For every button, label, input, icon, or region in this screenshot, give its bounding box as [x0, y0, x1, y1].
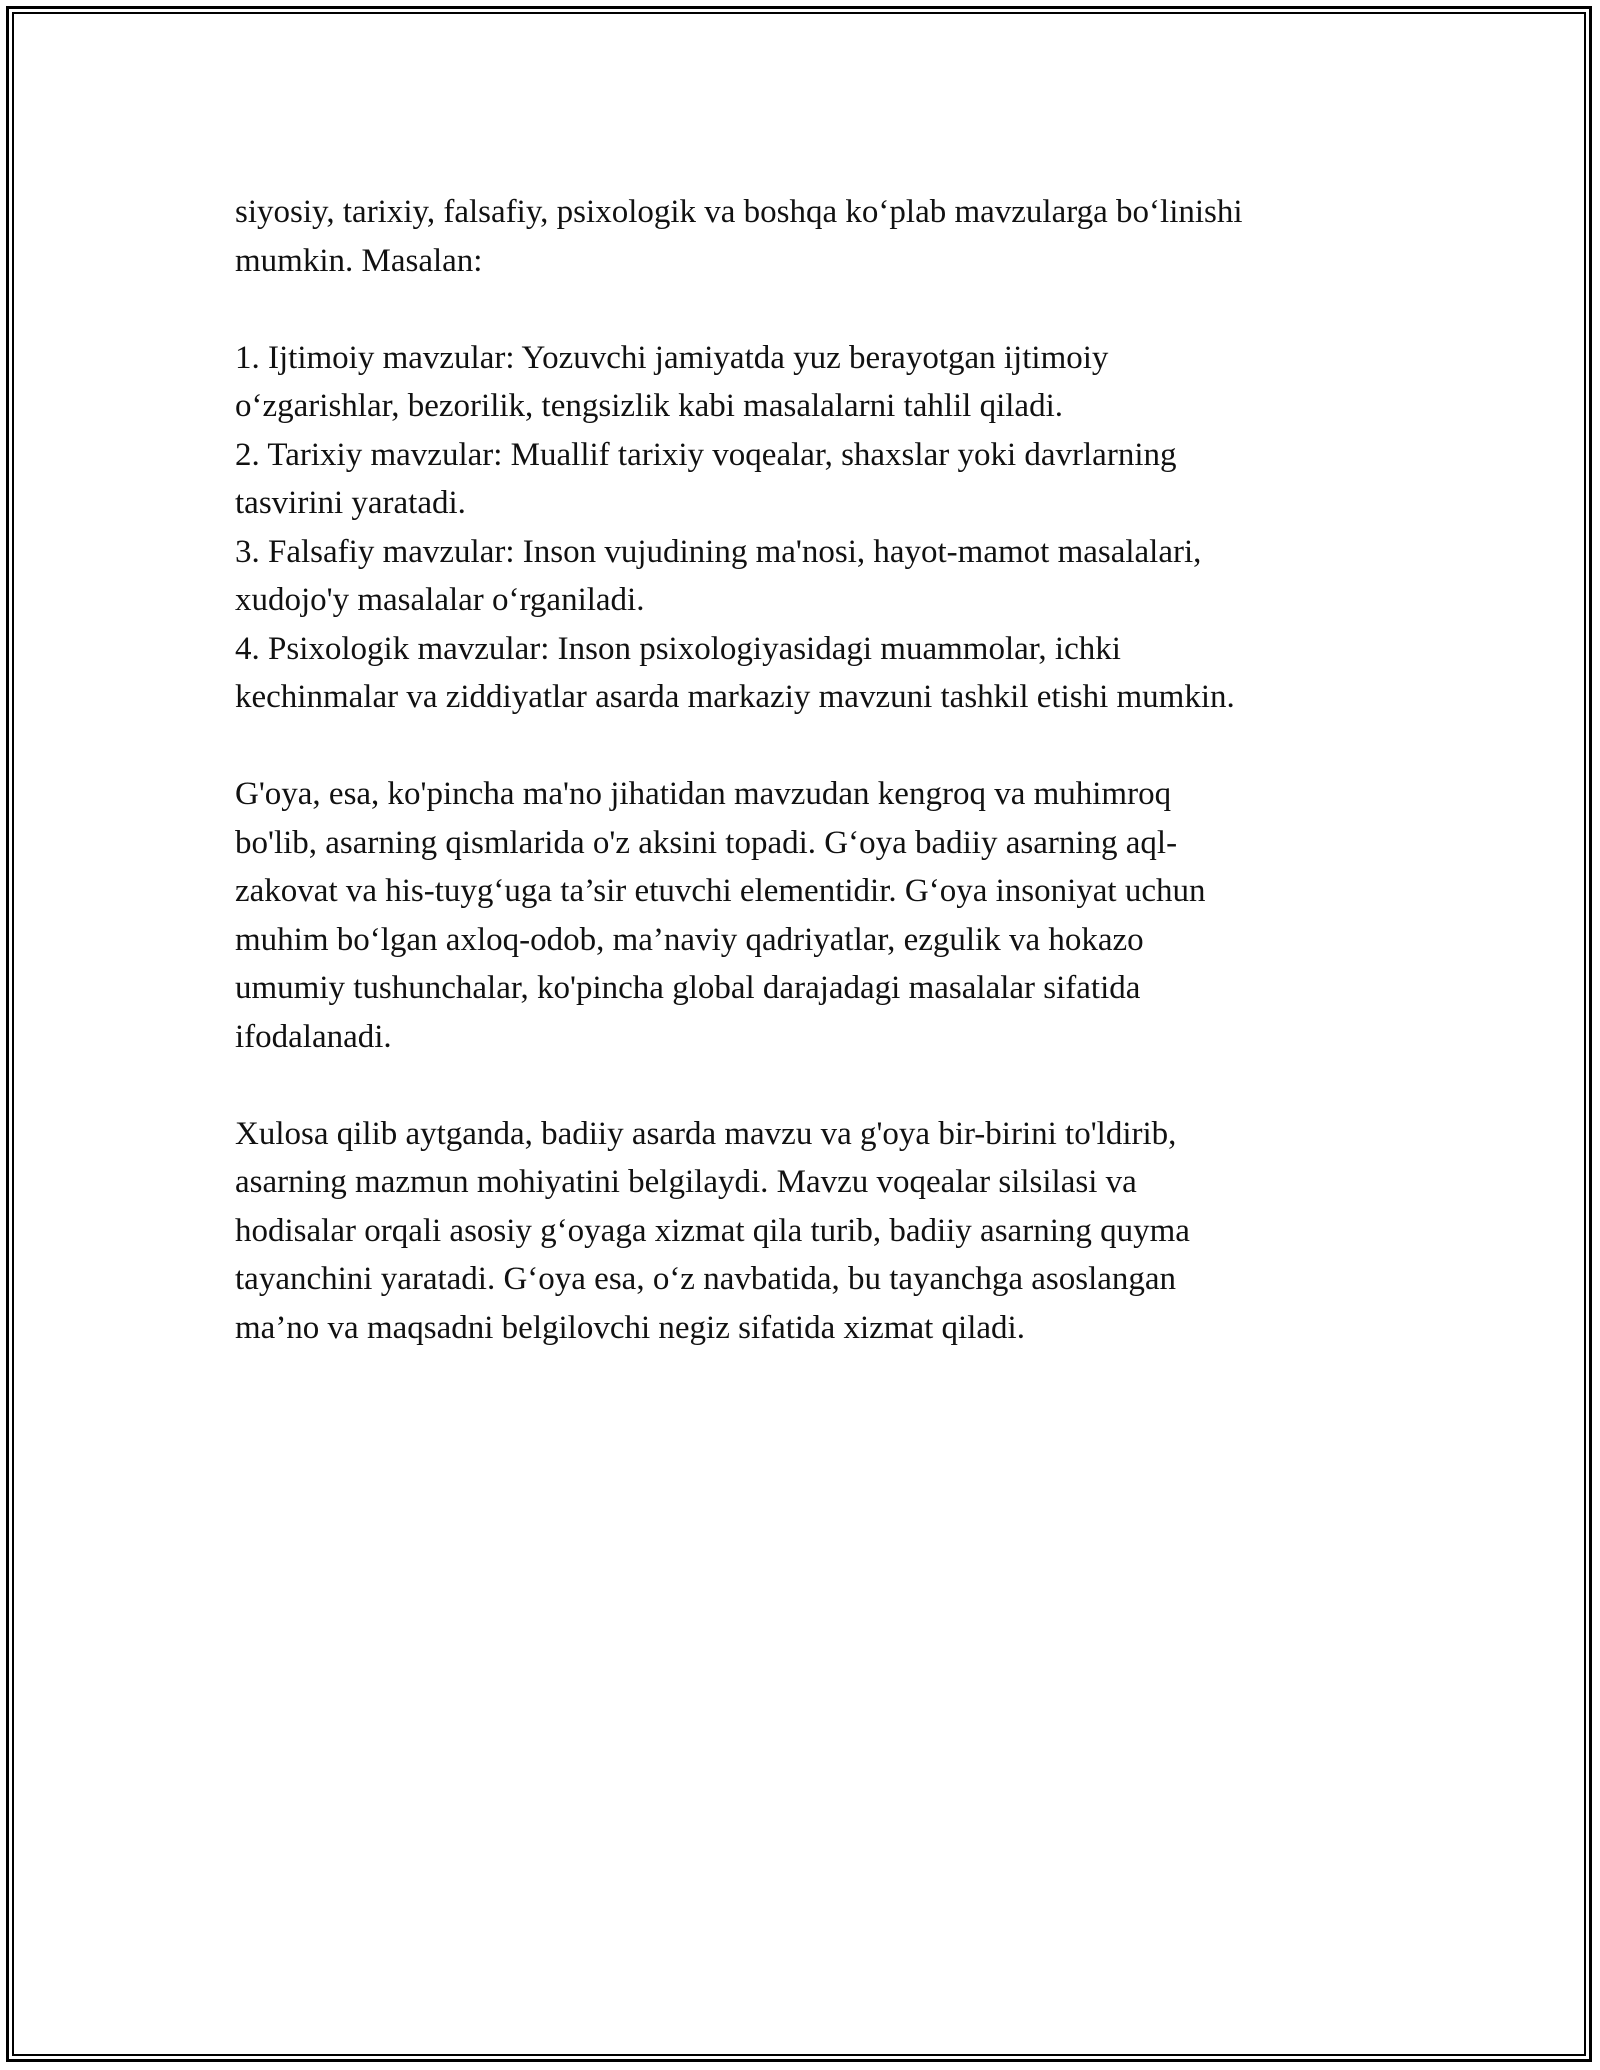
- text-line: Xulosa qilib aytganda, badiiy asarda mavzu va g'oya bir-birini to'ldirib,: [235, 1115, 1177, 1152]
- text-line: asarning mazmun mohiyatini belgilaydi. Mavzu voqealar silsilasi va: [235, 1164, 1137, 1200]
- paragraph-spacer: [235, 722, 1385, 771]
- topics-list: [235, 334, 1385, 722]
- list-line: o‘zgarishlar, bezorilik, tengsizlik kabi masalalarni tahlil qiladi.: [235, 388, 1063, 424]
- paragraph-spacer: [235, 285, 1385, 334]
- text-line: mumkin. Masalan:: [235, 242, 483, 279]
- text-line: bo'lib, asarning qismlarida o'z aksini topadi. G‘oya badiiy asarning aql-: [235, 824, 1178, 861]
- list-line: 1. Ijtimoiy mavzular: Yozuvchi jamiyatda yuz berayotgan ijtimoiy: [235, 339, 1109, 376]
- text-line: ifodalanadi.: [235, 1018, 392, 1055]
- list-line: 3. Falsafiy mavzular: Inson vujudining ma'nosi, hayot-mamot masalalari,: [235, 533, 1202, 570]
- paragraph-spacer: [235, 1061, 1385, 1110]
- text-line: umumiy tushunchalar, ko'pincha global darajadagi masalalar sifatida: [235, 970, 1141, 1006]
- list-line: xudojo'y masalalar o‘rganiladi.: [235, 582, 645, 618]
- goya-paragraph: [235, 770, 1385, 1061]
- text-line: G'oya, esa, ko'pincha ma'no jihatidan mavzudan kengroq va muhimroq: [235, 776, 1172, 812]
- list-line: tasvirini yaratadi.: [235, 485, 466, 521]
- text-line: tayanchini yaratadi. G‘oya esa, o‘z navbatida, bu tayanchga asoslangan: [235, 1261, 1177, 1297]
- text-line: muhim bo‘lgan axloq-odob, ma’naviy qadriyatlar, ezgulik va hokazo: [235, 921, 1144, 958]
- document-body: [235, 188, 1385, 1352]
- list-line: 4. Psixologik mavzular: Inson psixologiyasidagi muammolar, ichki: [235, 630, 1121, 667]
- conclusion-paragraph: [235, 1110, 1385, 1353]
- text-line: ma’no va maqsadni belgilovchi negiz sifatida xizmat qiladi.: [235, 1309, 1025, 1346]
- text-line: hodisalar orqali asosiy g‘oyaga xizmat qila turib, badiiy asarning quyma: [235, 1212, 1190, 1249]
- intro-paragraph: [235, 188, 1385, 285]
- text-line: siyosiy, tarixiy, falsafiy, psixologik va boshqa ko‘plab mavzularga bo‘linishi: [235, 194, 1243, 230]
- text-line: zakovat va his-tuyg‘uga ta’sir etuvchi elementidir. G‘oya insoniyat uchun: [235, 873, 1206, 909]
- list-line: kechinmalar va ziddiyatlar asarda markaziy mavzuni tashkil etishi mumkin.: [235, 679, 1235, 715]
- list-line: 2. Tarixiy mavzular: Muallif tarixiy voqealar, shaxslar yoki davrlarning: [235, 436, 1177, 473]
